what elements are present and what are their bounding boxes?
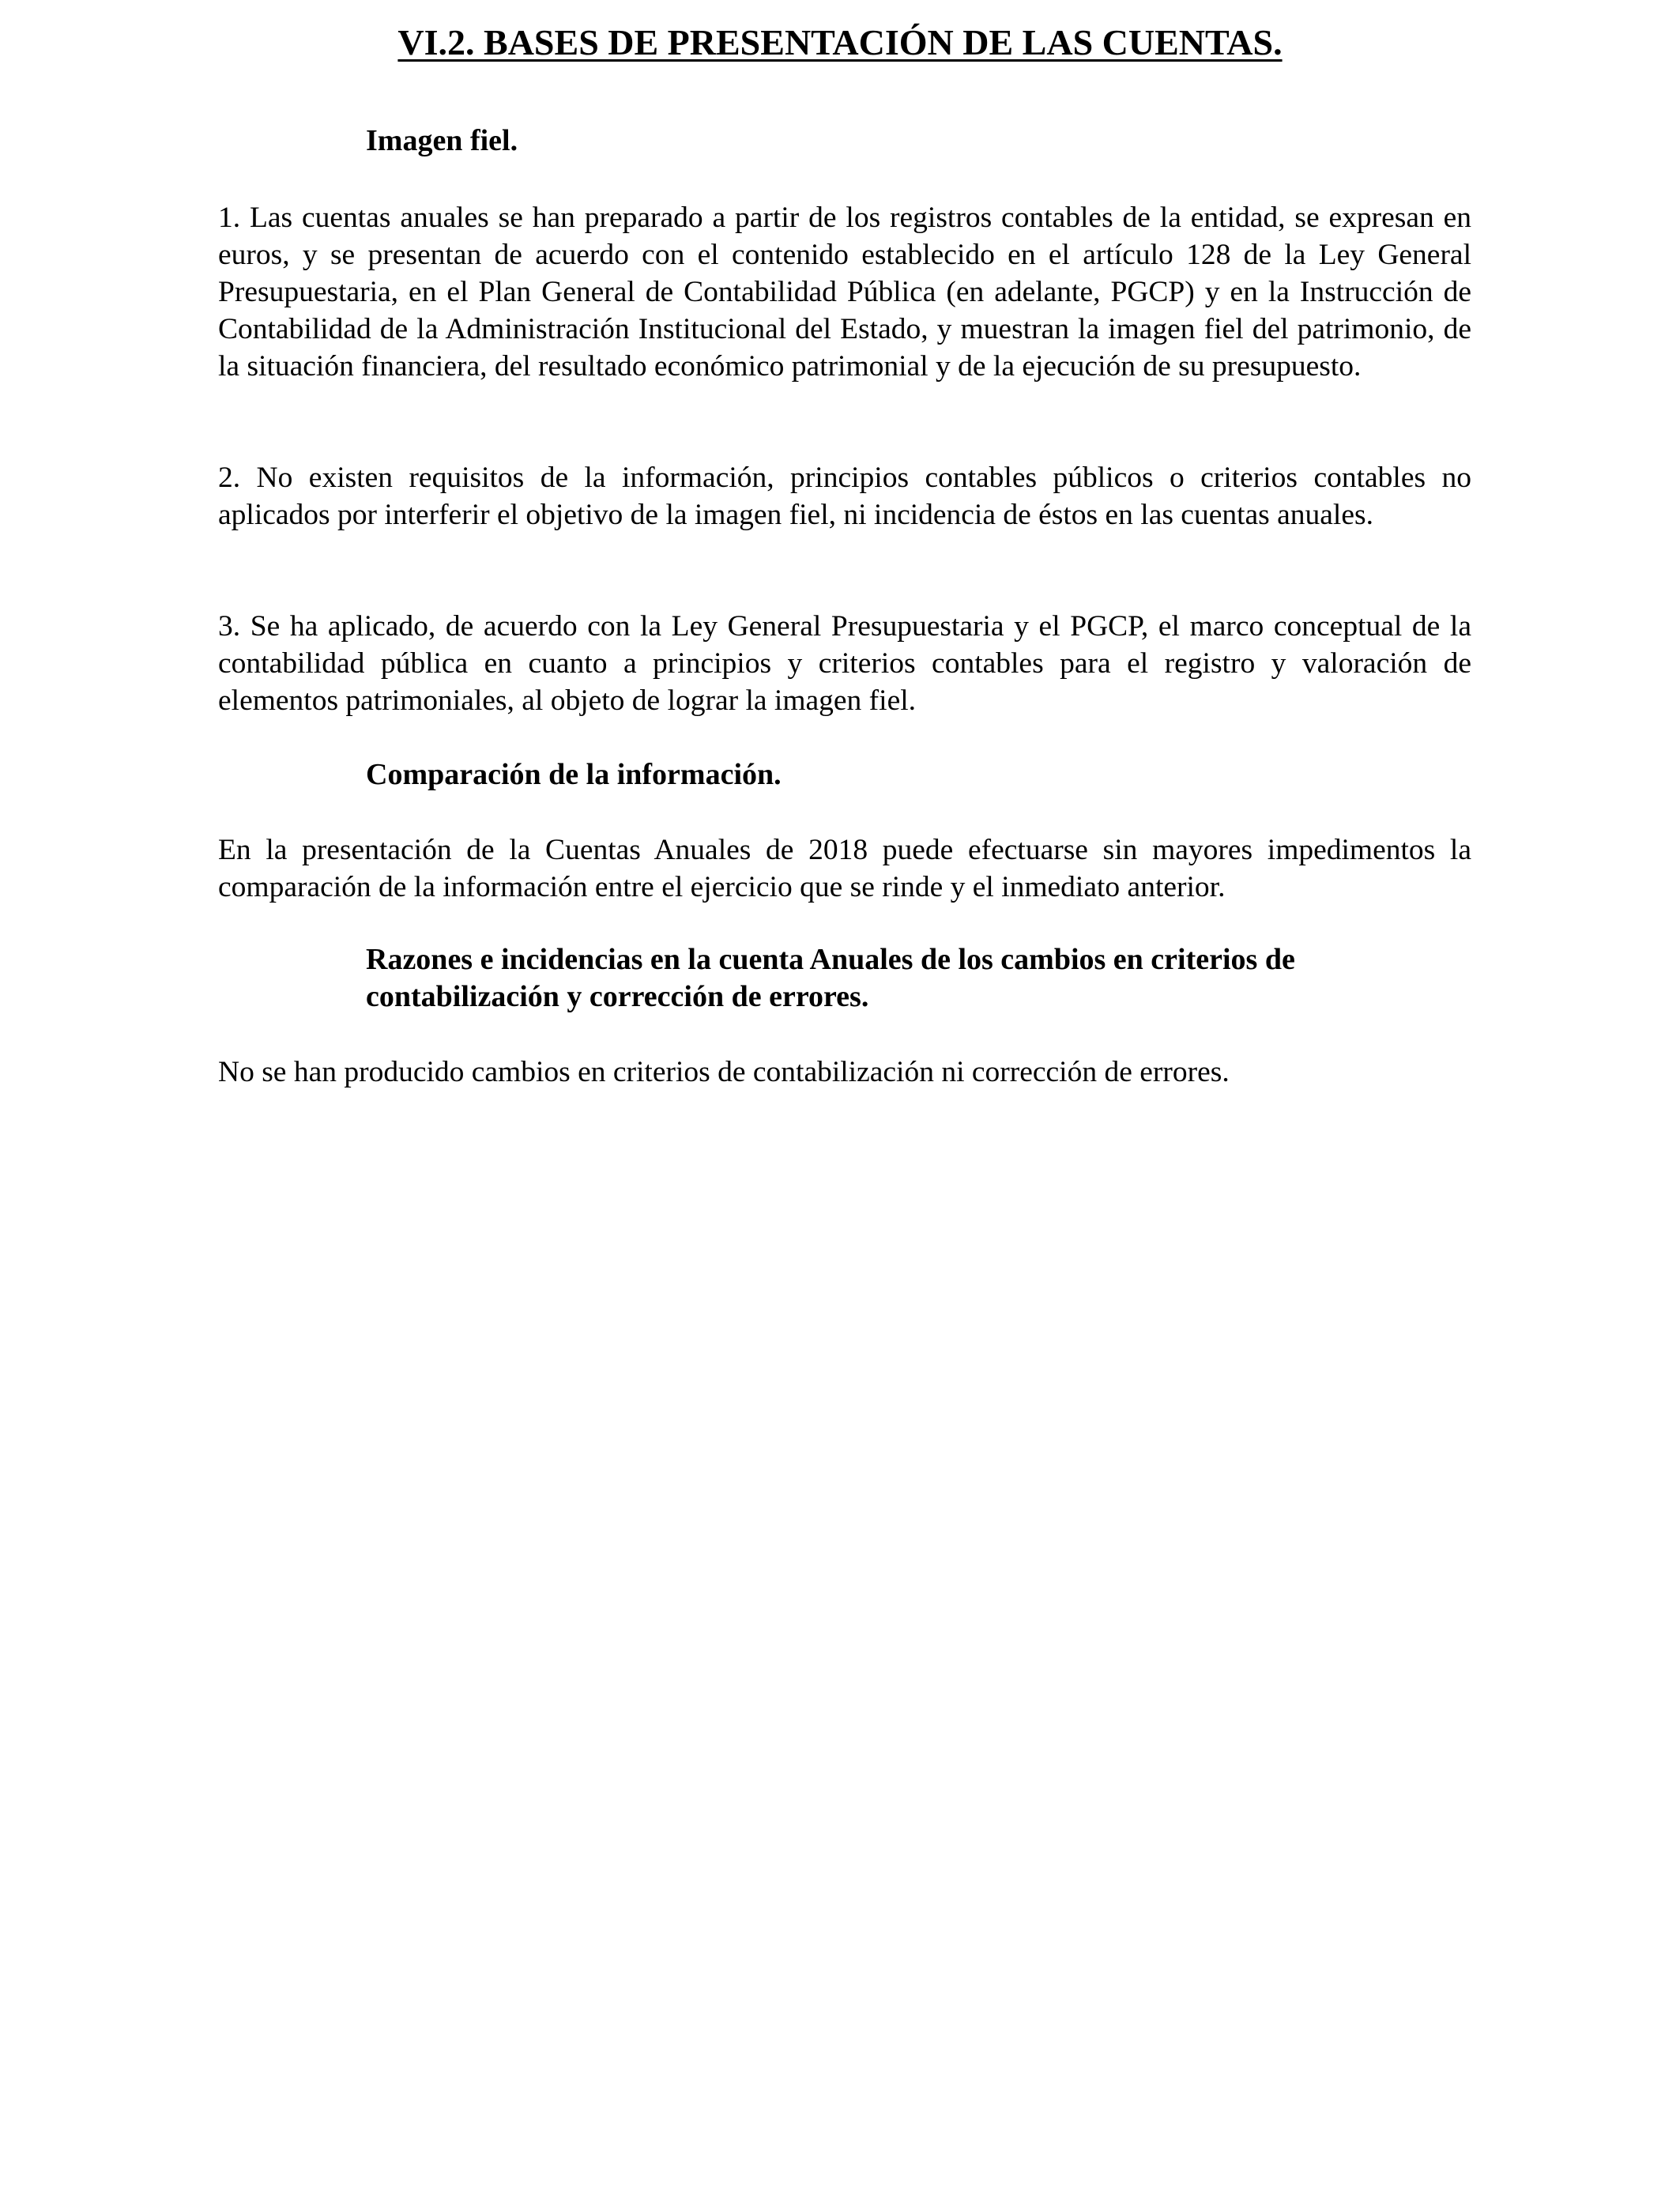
- paragraph-imagen-fiel-2: 2. No existen requisitos de la información, principios contables públicos o criterios contables no aplicados por interferir el objetivo de la imagen fiel, ni incidencia de éstos en las cuentas anuales.: [218, 462, 1471, 531]
- paragraph-imagen-fiel-3: 3. Se ha aplicado, de acuerdo con la Ley General Presupuestaria y el PGCP, el marco conceptual de la contabilidad pública en cuanto a principios y criterios contables para el registro y valoración de elementos patrimoniales, al objeto de lograr la imagen fiel.: [218, 610, 1471, 717]
- paragraph-comparacion: En la presentación de la Cuentas Anuales de 2018 puede efectuarse sin mayores impedimentos la comparación de la información entre el ejercicio que se rinde y el inmediato anterior.: [218, 834, 1471, 903]
- page-title: VI.2. BASES DE PRESENTACIÓN DE LAS CUENTAS.: [397, 22, 1283, 62]
- section-heading-razones: Razones e incidencias en la cuenta Anuales de los cambios en criterios de contabilización y corrección de errores.: [366, 943, 1295, 1013]
- paragraph-imagen-fiel-1: 1. Las cuentas anuales se han preparado a partir de los registros contables de la entidad, se expresan en euros, y se presentan de acuerdo con el contenido establecido en el artículo 128 de la Ley General Presupuestaria, en el Plan General de Contabilidad Pública (en adelante, PGCP) y en la Instrucción de Contabilidad de la Administración Institucional del Estado, y muestran la imagen fiel del patrimonio, de la situación financiera, del resultado económico patrimonial y de la ejecución de su presupuesto.: [218, 202, 1471, 383]
- section-heading-comparacion: Comparación de la información.: [366, 758, 782, 791]
- section-heading-imagen-fiel: Imagen fiel.: [366, 124, 518, 157]
- paragraph-razones: No se han producido cambios en criterios de contabilización ni corrección de errores.: [218, 1056, 1230, 1088]
